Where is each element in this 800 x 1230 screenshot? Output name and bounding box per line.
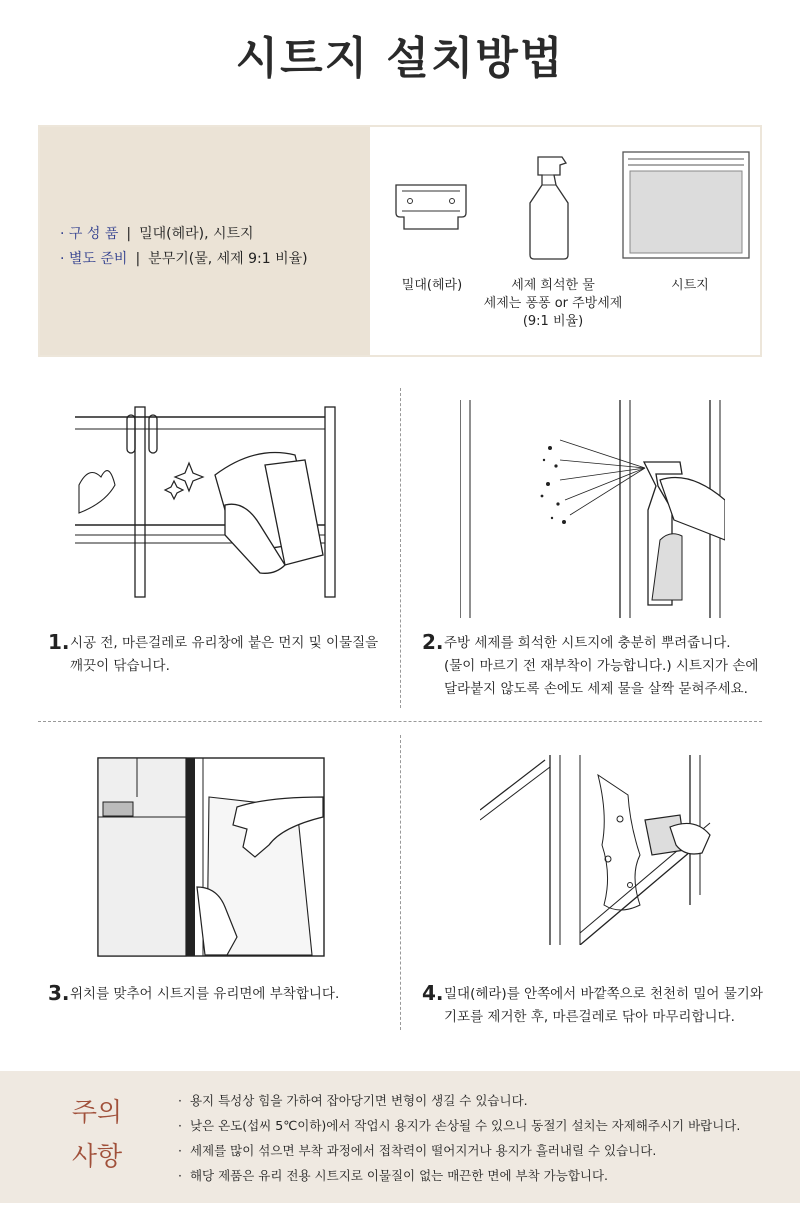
spray-label-line1: 세제 희석한 물 xyxy=(511,278,595,293)
caution-item: · 낮은 온도(섭씨 5℃이하)에서 작업시 용지가 손상될 수 있으니 동절기 설치는 자제해주시기 바랍니다. xyxy=(178,1118,741,1133)
spray-label-line3: (9:1 비율) xyxy=(522,314,584,329)
step3-number: 3. xyxy=(48,981,70,1005)
spec-contents-key: · 구 성 품 xyxy=(60,226,119,242)
step3-line1: 위치를 맞추어 시트지를 유리면에 부착합니다. xyxy=(70,986,340,1002)
sheet-film-icon xyxy=(622,151,752,261)
spec-separator: | xyxy=(126,226,132,242)
vertical-divider-top xyxy=(400,388,401,708)
step4-line1: 밀대(헤라)를 안쪽에서 바깥쪽으로 천천히 밀어 물기와 xyxy=(444,986,763,1002)
caution-item-text: 해당 제품은 유리 전용 시트지로 이물질이 없는 매끈한 면에 부착 가능합니다. xyxy=(189,1168,609,1183)
step2-spraying-illustration xyxy=(460,400,725,618)
step2-line2: (물이 마르기 전 재부착이 가능합니다.) 시트지가 손에 xyxy=(444,658,759,674)
spec-contents-value: 밀대(헤라), 시트지 xyxy=(139,226,254,242)
step2-number: 2. xyxy=(422,630,444,654)
spec-separate-prep xyxy=(60,248,308,268)
step4-number: 4. xyxy=(422,981,444,1005)
step4-squeegee-illustration xyxy=(480,755,730,945)
vertical-divider-bottom xyxy=(400,735,401,1030)
caution-heading-line1: 주의 xyxy=(71,1098,123,1128)
step3-attaching-illustration xyxy=(97,757,325,957)
caution-item: · 용지 특성상 힘을 가하여 잡아당기면 변형이 생길 수 있습니다. xyxy=(178,1093,528,1108)
spray-label xyxy=(478,277,628,331)
spray-bottle-icon xyxy=(524,153,574,261)
caution-item-text: 세제를 많이 섞으면 부착 과정에서 접착력이 떨어지거나 용지가 흘러내릴 수 있습니다. xyxy=(189,1143,657,1158)
spec-separator: | xyxy=(135,251,141,267)
step1-line2: 깨끗이 닦습니다. xyxy=(70,658,170,674)
caution-item-text: 용지 특성상 힘을 가하여 잡아당기면 변형이 생길 수 있습니다. xyxy=(189,1093,528,1108)
caution-heading xyxy=(66,1091,128,1179)
caution-section xyxy=(0,1071,800,1203)
spec-prep-key: · 별도 준비 xyxy=(60,251,128,267)
step3-text xyxy=(70,983,339,1006)
step2-line3: 달라붙지 않도록 손에도 세제 물을 살짝 묻혀주세요. xyxy=(444,681,748,697)
caution-heading-line2: 사항 xyxy=(71,1142,123,1172)
squeegee-icon xyxy=(392,183,470,233)
step1-number: 1. xyxy=(48,630,70,654)
step4-text xyxy=(444,983,763,1029)
caution-item: · 세제를 많이 섞으면 부착 과정에서 접착력이 떨어지거나 용지가 흘러내릴 수 있습니다. xyxy=(178,1143,657,1158)
components-spec-panel xyxy=(40,127,370,355)
spec-prep-value: 분무기(물, 세제 9:1 비율) xyxy=(148,251,308,267)
step1-wiping-illustration xyxy=(75,405,355,600)
spec-contents xyxy=(60,223,254,243)
step2-text xyxy=(444,632,758,701)
caution-list xyxy=(178,1088,740,1188)
caution-item-text: 낮은 온도(섭씨 5℃이하)에서 작업시 용지가 손상될 수 있으니 동절기 설치는 자제해주시기 바랍니다. xyxy=(189,1118,741,1133)
step2-line1: 주방 세제를 희석한 시트지에 충분히 뿌려줍니다. xyxy=(444,635,731,651)
sheet-label: 시트지 xyxy=(671,278,709,293)
horizontal-divider xyxy=(38,721,762,722)
spray-label-line2: 세제는 퐁퐁 or 주방세제 xyxy=(483,296,623,311)
step1-line1: 시공 전, 마른걸레로 유리창에 붙은 먼지 및 이물질을 xyxy=(70,635,379,651)
step4-line2: 기포를 제거한 후, 마른걸레로 닦아 마무리합니다. xyxy=(444,1009,735,1025)
squeegee-label: 밀대(헤라) xyxy=(401,278,463,293)
page-title: 시트지 설치방법 xyxy=(235,33,565,84)
step1-text xyxy=(70,632,378,678)
caution-item: · 해당 제품은 유리 전용 시트지로 이물질이 없는 매끈한 면에 부착 가능합니다. xyxy=(178,1168,609,1183)
components-box xyxy=(38,125,762,357)
